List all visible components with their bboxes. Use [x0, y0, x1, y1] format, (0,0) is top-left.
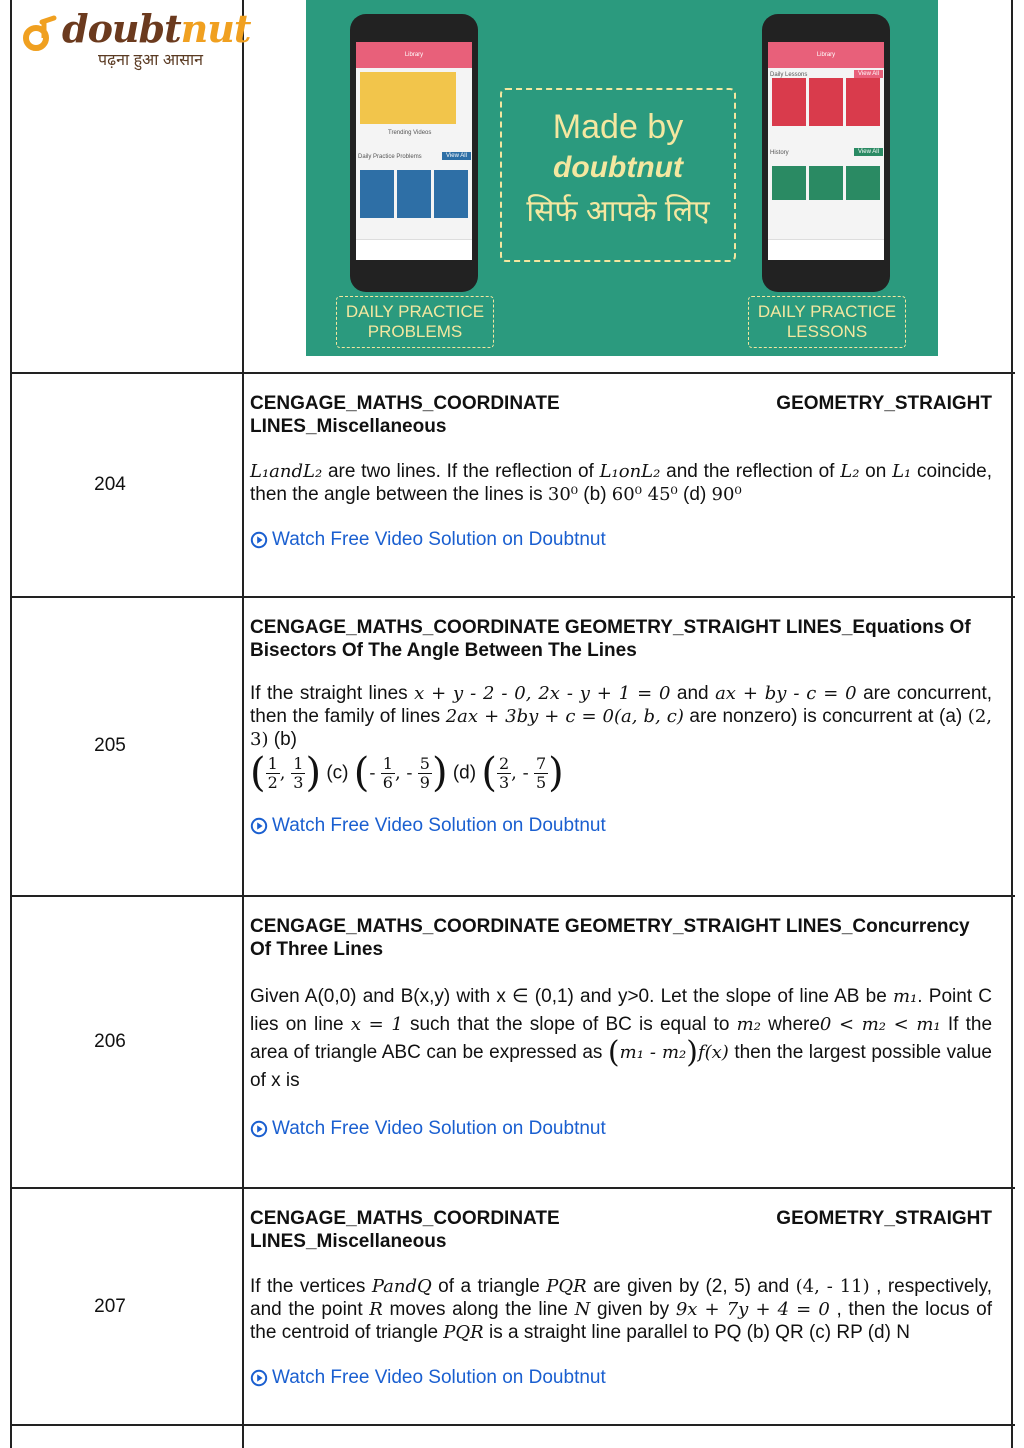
watch-video-link[interactable] — [250, 814, 992, 837]
math: x + y - 2 - 0, 2x - y + 1 = 0 — [414, 683, 671, 704]
math: PandQ — [371, 1276, 432, 1297]
math: L₁andL₂ — [250, 461, 323, 482]
text: and — [670, 683, 716, 704]
math: R — [369, 1299, 383, 1320]
history-cards — [772, 166, 880, 200]
title-part: CENGAGE_MATHS_COORDINATE — [250, 393, 560, 414]
question-block — [250, 915, 992, 1140]
math: 60⁰ 45⁰ — [611, 484, 678, 505]
math: L₂ — [840, 461, 860, 482]
text: are given by (2, 5) and — [586, 1276, 796, 1297]
question-title — [250, 392, 992, 415]
math: 0 < m₂ < m₁ — [819, 1014, 941, 1035]
phone-mockup-left — [350, 14, 478, 292]
question-text: Given A(0,0) and B(x,y) with x ∈ (0,1) and y>0. Let the slope of line AB be m₁. Point C lies on line x = 1 such that the slope of BC is equal to m₂ where0 < m₂ < m₁ If the area of triangle ABC can be expressed as (m₁ - m₂)f(x) then the largest possible value of x is — [250, 986, 993, 1092]
math: PQR — [546, 1276, 587, 1297]
link-text: Watch Free Video Solution on Doubtnut — [272, 815, 606, 836]
question-title-line2: LINES_Miscellaneous — [250, 416, 447, 437]
question-number: 206 — [94, 1031, 126, 1052]
view-all-button: View All — [854, 70, 883, 78]
math: 9x + 7y + 4 = 0 — [675, 1299, 830, 1320]
text: are nonzero) is concurrent at (a) — [683, 706, 968, 727]
bottom-nav — [356, 239, 472, 260]
phone-screen — [356, 42, 472, 260]
practice-cards — [360, 170, 468, 218]
made-by-hindi: सिर्फ आपके लिए — [526, 195, 710, 228]
math: m₁ - m₂ — [619, 1042, 687, 1064]
math: (2, 3) — [250, 706, 992, 750]
phone-mockup-right — [762, 14, 890, 292]
text: (b) — [268, 729, 297, 750]
text: coincide, then the angle between the lines is — [250, 461, 992, 505]
text: If the straight lines — [250, 683, 415, 704]
text: given by — [590, 1299, 676, 1320]
view-all-button: View All — [442, 152, 471, 160]
view-all-button: View All — [854, 148, 883, 156]
made-by-box — [500, 88, 736, 262]
text: where — [760, 1014, 820, 1035]
text: then the largest possible value of x is — [250, 1042, 992, 1092]
link-text: Watch Free Video Solution on Doubtnut — [272, 529, 606, 550]
question-number: 204 — [94, 474, 126, 495]
watch-video-link[interactable] — [250, 1366, 992, 1389]
math: N — [574, 1299, 591, 1320]
text: is a straight line parallel to PQ (b) QR (c) RP (d) N — [483, 1322, 910, 1343]
question-title-line2: LINES_Miscellaneous — [250, 1231, 447, 1252]
math: f(x) — [697, 1042, 729, 1064]
text: and the reflection of — [660, 461, 841, 482]
phone-appbar: Library — [356, 42, 472, 68]
math: L₁onL₂ — [599, 461, 661, 482]
text: If the vertices — [250, 1276, 372, 1297]
play-circle-icon — [250, 817, 268, 835]
made-by-logo: doubtnut — [553, 151, 683, 184]
dpp-label: Daily Practice Problems — [358, 154, 422, 160]
doubtnut-mark-icon — [20, 14, 60, 54]
math: m₁ — [893, 986, 918, 1007]
dpp-banner-label: DAILY PRACTICE PROBLEMS — [336, 296, 494, 348]
row-divider — [12, 596, 1015, 598]
question-number: 205 — [94, 735, 126, 756]
question-title: CENGAGE_MATHS_COORDINATE GEOMETRY_STRAIGHT LINES_Concurrency Of Three Lines — [250, 916, 970, 960]
text: Given A(0,0) and B(x,y) with x ∈ (0,1) and y>0. Let the slope of line AB be — [250, 986, 893, 1007]
watch-video-link[interactable] — [250, 1117, 992, 1140]
question-block — [250, 616, 992, 837]
video-card — [360, 72, 456, 124]
question-text — [250, 682, 992, 751]
math: 2ax + 3by + c = 0(a, b, c) — [445, 706, 684, 727]
lesson-cards — [772, 78, 880, 126]
watch-video-link[interactable] — [250, 528, 992, 551]
text: (b) — [578, 484, 612, 505]
title-part: GEOMETRY_STRAIGHT — [776, 1208, 992, 1229]
question-block — [250, 392, 992, 551]
text: moves along the line — [382, 1299, 575, 1320]
math: L₁ — [892, 461, 912, 482]
title-part: CENGAGE_MATHS_COORDINATE — [250, 1208, 560, 1229]
row-divider — [12, 1424, 1015, 1426]
text: are two lines. If the reflection of — [322, 461, 600, 482]
text: If the area of triangle ABC can be expressed as — [250, 1014, 993, 1064]
history-label: History — [770, 150, 789, 156]
math: x = 1 — [350, 1014, 403, 1035]
play-circle-icon — [250, 1369, 268, 1387]
math: m₂ — [736, 1014, 761, 1035]
text: . Point C lies on line — [250, 986, 992, 1035]
bottom-nav — [768, 239, 884, 260]
math: 90⁰ — [711, 484, 742, 505]
play-circle-icon — [250, 1120, 268, 1138]
math: (4, - 11) — [795, 1276, 870, 1297]
phone-appbar: Library — [768, 42, 884, 68]
logo-wordmark: doubtnut — [62, 6, 251, 51]
column-divider — [242, 0, 244, 1448]
question-text — [250, 460, 992, 506]
link-text: Watch Free Video Solution on Doubtnut — [272, 1118, 606, 1140]
text: , respectively, and the point — [250, 1276, 993, 1320]
question-title — [250, 1207, 992, 1230]
phone-screen — [768, 42, 884, 260]
dpl-banner-label: DAILY PRACTICE LESSONS — [748, 296, 906, 348]
math: ax + by - c = 0 — [715, 683, 857, 704]
text: such that the slope of BC is equal to — [402, 1014, 737, 1035]
play-circle-icon — [250, 531, 268, 549]
title-part: GEOMETRY_STRAIGHT — [776, 393, 992, 414]
question-block — [250, 1207, 992, 1389]
trending-label: Trending Videos — [388, 130, 432, 136]
link-text: Watch Free Video Solution on Doubtnut — [272, 1367, 606, 1388]
promo-banner[interactable] — [306, 0, 938, 356]
math: PQR — [443, 1322, 484, 1343]
option-label: (d) — [452, 762, 482, 784]
made-by-text: Made by — [552, 108, 684, 146]
text: (d) — [677, 484, 712, 505]
logo-tagline: पढ़ना हुआ आसान — [98, 52, 204, 69]
answer-options: ( $\frac{1}{2}$ , $\frac{1}{3}$ ) (c) (- $\frac{1}{6}$ , - $\frac{5}{9}$ ) (d) ( $\frac{2}{3}$ , - $\frac{7}{5}$ ) — [250, 750, 564, 796]
option-label: (c) — [326, 762, 354, 784]
question-title: CENGAGE_MATHS_COORDINATE GEOMETRY_STRAIGHT LINES_Equations Of Bisectors Of The Angle Between The Lines — [250, 617, 971, 661]
text: of a triangle — [431, 1276, 547, 1297]
text: on — [859, 461, 893, 482]
text: , then the locus of the centroid of triangle — [250, 1299, 992, 1343]
row-divider — [12, 1187, 1015, 1189]
doubtnut-logo[interactable] — [20, 6, 251, 69]
text: are concurrent, then the family of lines — [250, 683, 993, 727]
math: 30⁰ — [547, 484, 579, 505]
row-divider — [12, 372, 1015, 374]
row-divider — [12, 895, 1015, 897]
question-text — [250, 1275, 992, 1344]
lessons-label: Daily Lessons — [770, 72, 808, 78]
question-number: 207 — [94, 1296, 126, 1317]
